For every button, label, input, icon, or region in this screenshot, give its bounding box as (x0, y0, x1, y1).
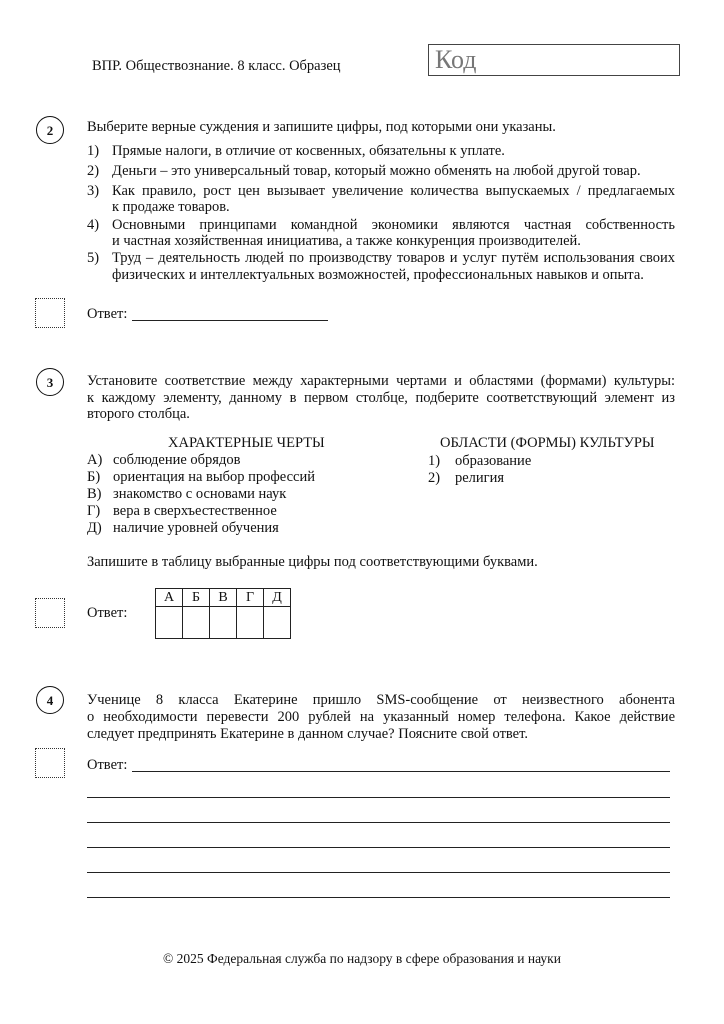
q3-right-text: религия (455, 470, 505, 486)
q2-item-text: Деньги – это универсальный товар, который можно обменять на любой другой товар. (112, 163, 641, 179)
q3-answer-label: Ответ: (87, 605, 128, 621)
q2-answer-line[interactable] (132, 320, 328, 321)
q3-left-key: Д) (87, 520, 102, 536)
q2-item-number: 2) (87, 163, 100, 179)
table-header-cell: Г (237, 589, 264, 607)
table-header-cell: В (210, 589, 237, 607)
q2-prompt: Выберите верные суждения и запишите цифры, под которыми они указаны. (87, 119, 556, 135)
q3-right-text: образование (455, 453, 532, 469)
code-field[interactable]: Код (428, 44, 680, 76)
q3-left-text: ориентация на выбор профессий (113, 469, 315, 485)
table-header-cell: Б (183, 589, 210, 607)
q2-item-text: физических и интеллектуальных возможностей, профессиональных навыков и опыта. (112, 267, 644, 283)
q3-left-key: Б) (87, 469, 101, 485)
q2-item-number: 1) (87, 143, 100, 159)
answer-cell[interactable] (264, 607, 291, 639)
answer-cell[interactable] (237, 607, 264, 639)
q4-answer-label: Ответ: (87, 757, 128, 773)
q2-item-text: и частная хозяйственная инициатива, а также конкуренция производителей. (112, 233, 581, 249)
answer-cell[interactable] (210, 607, 237, 639)
q4-answer-line[interactable] (132, 771, 670, 772)
table-header-cell: Д (264, 589, 291, 607)
q3-right-key: 2) (428, 470, 441, 486)
footer-copyright: © 2025 Федеральная служба по надзору в сфере образования и науки (163, 951, 561, 966)
answer-cell[interactable] (183, 607, 210, 639)
q3-left-key: А) (87, 452, 103, 468)
q2-answer-label: Ответ: (87, 306, 128, 322)
q4-answer-line[interactable] (87, 847, 670, 848)
q3-right-key: 1) (428, 453, 441, 469)
q3-left-text: знакомство с основами наук (113, 486, 287, 502)
q4-score-box (35, 748, 65, 778)
q3-prompt-line: к каждому элементу, данному в первом столбце, подберите соответствующий элемент из (87, 390, 675, 406)
q3-prompt-line: Установите соответствие между характерными чертами и областями (формами) культуры: (87, 373, 675, 389)
q3-left-key: Г) (87, 503, 101, 519)
q3-left-text: соблюдение обрядов (113, 452, 241, 468)
question-number-3: 3 (36, 368, 64, 396)
q3-left-text: вера в сверхъестественное (113, 503, 277, 519)
q4-answer-line[interactable] (87, 897, 670, 898)
header-title: ВПР. Обществознание. 8 класс. Образец (92, 58, 341, 74)
q4-answer-line[interactable] (87, 797, 670, 798)
q3-score-box (35, 598, 65, 628)
q4-prompt-line: Ученице 8 класса Екатерине пришло SMS-сообщение от неизвестного абонента (87, 692, 675, 708)
q4-prompt-line: следует предпринять Екатерине в данном случае? Поясните свой ответ. (87, 726, 528, 742)
q2-item-text: Как правило, рост цен вызывает увеличение количества выпускаемых / предлагаемых (112, 183, 675, 199)
q3-left-key: В) (87, 486, 102, 502)
q4-answer-line[interactable] (87, 822, 670, 823)
q2-item-text: Основными принципами командной экономики являются частная собственность (112, 217, 675, 233)
q2-item-text: Прямые налоги, в отличие от косвенных, обязательны к уплате. (112, 143, 505, 159)
q3-instruction: Запишите в таблицу выбранные цифры под соответствующими буквами. (87, 554, 538, 570)
q2-item-number: 5) (87, 250, 100, 266)
q3-prompt-line: второго столбца. (87, 406, 190, 422)
q4-answer-line[interactable] (87, 872, 670, 873)
q2-item-number: 3) (87, 183, 100, 199)
q2-item-number: 4) (87, 217, 100, 233)
q3-answer-table (155, 588, 291, 639)
q4-prompt-line: о необходимости перевести 200 рублей на указанный номер телефона. Какое действие (87, 709, 675, 725)
answer-cell[interactable] (156, 607, 183, 639)
q2-item-text: к продаже товаров. (112, 199, 230, 215)
q3-left-header: ХАРАКТЕРНЫЕ ЧЕРТЫ (168, 435, 325, 451)
q3-right-header: ОБЛАСТИ (ФОРМЫ) КУЛЬТУРЫ (440, 435, 655, 451)
table-header-cell: А (156, 589, 183, 607)
question-number-2: 2 (36, 116, 64, 144)
question-number-4: 4 (36, 686, 64, 714)
q3-left-text: наличие уровней обучения (113, 520, 279, 536)
q2-score-box (35, 298, 65, 328)
q2-item-text: Труд – деятельность людей по производству товаров и услуг путём использования своих (112, 250, 675, 266)
